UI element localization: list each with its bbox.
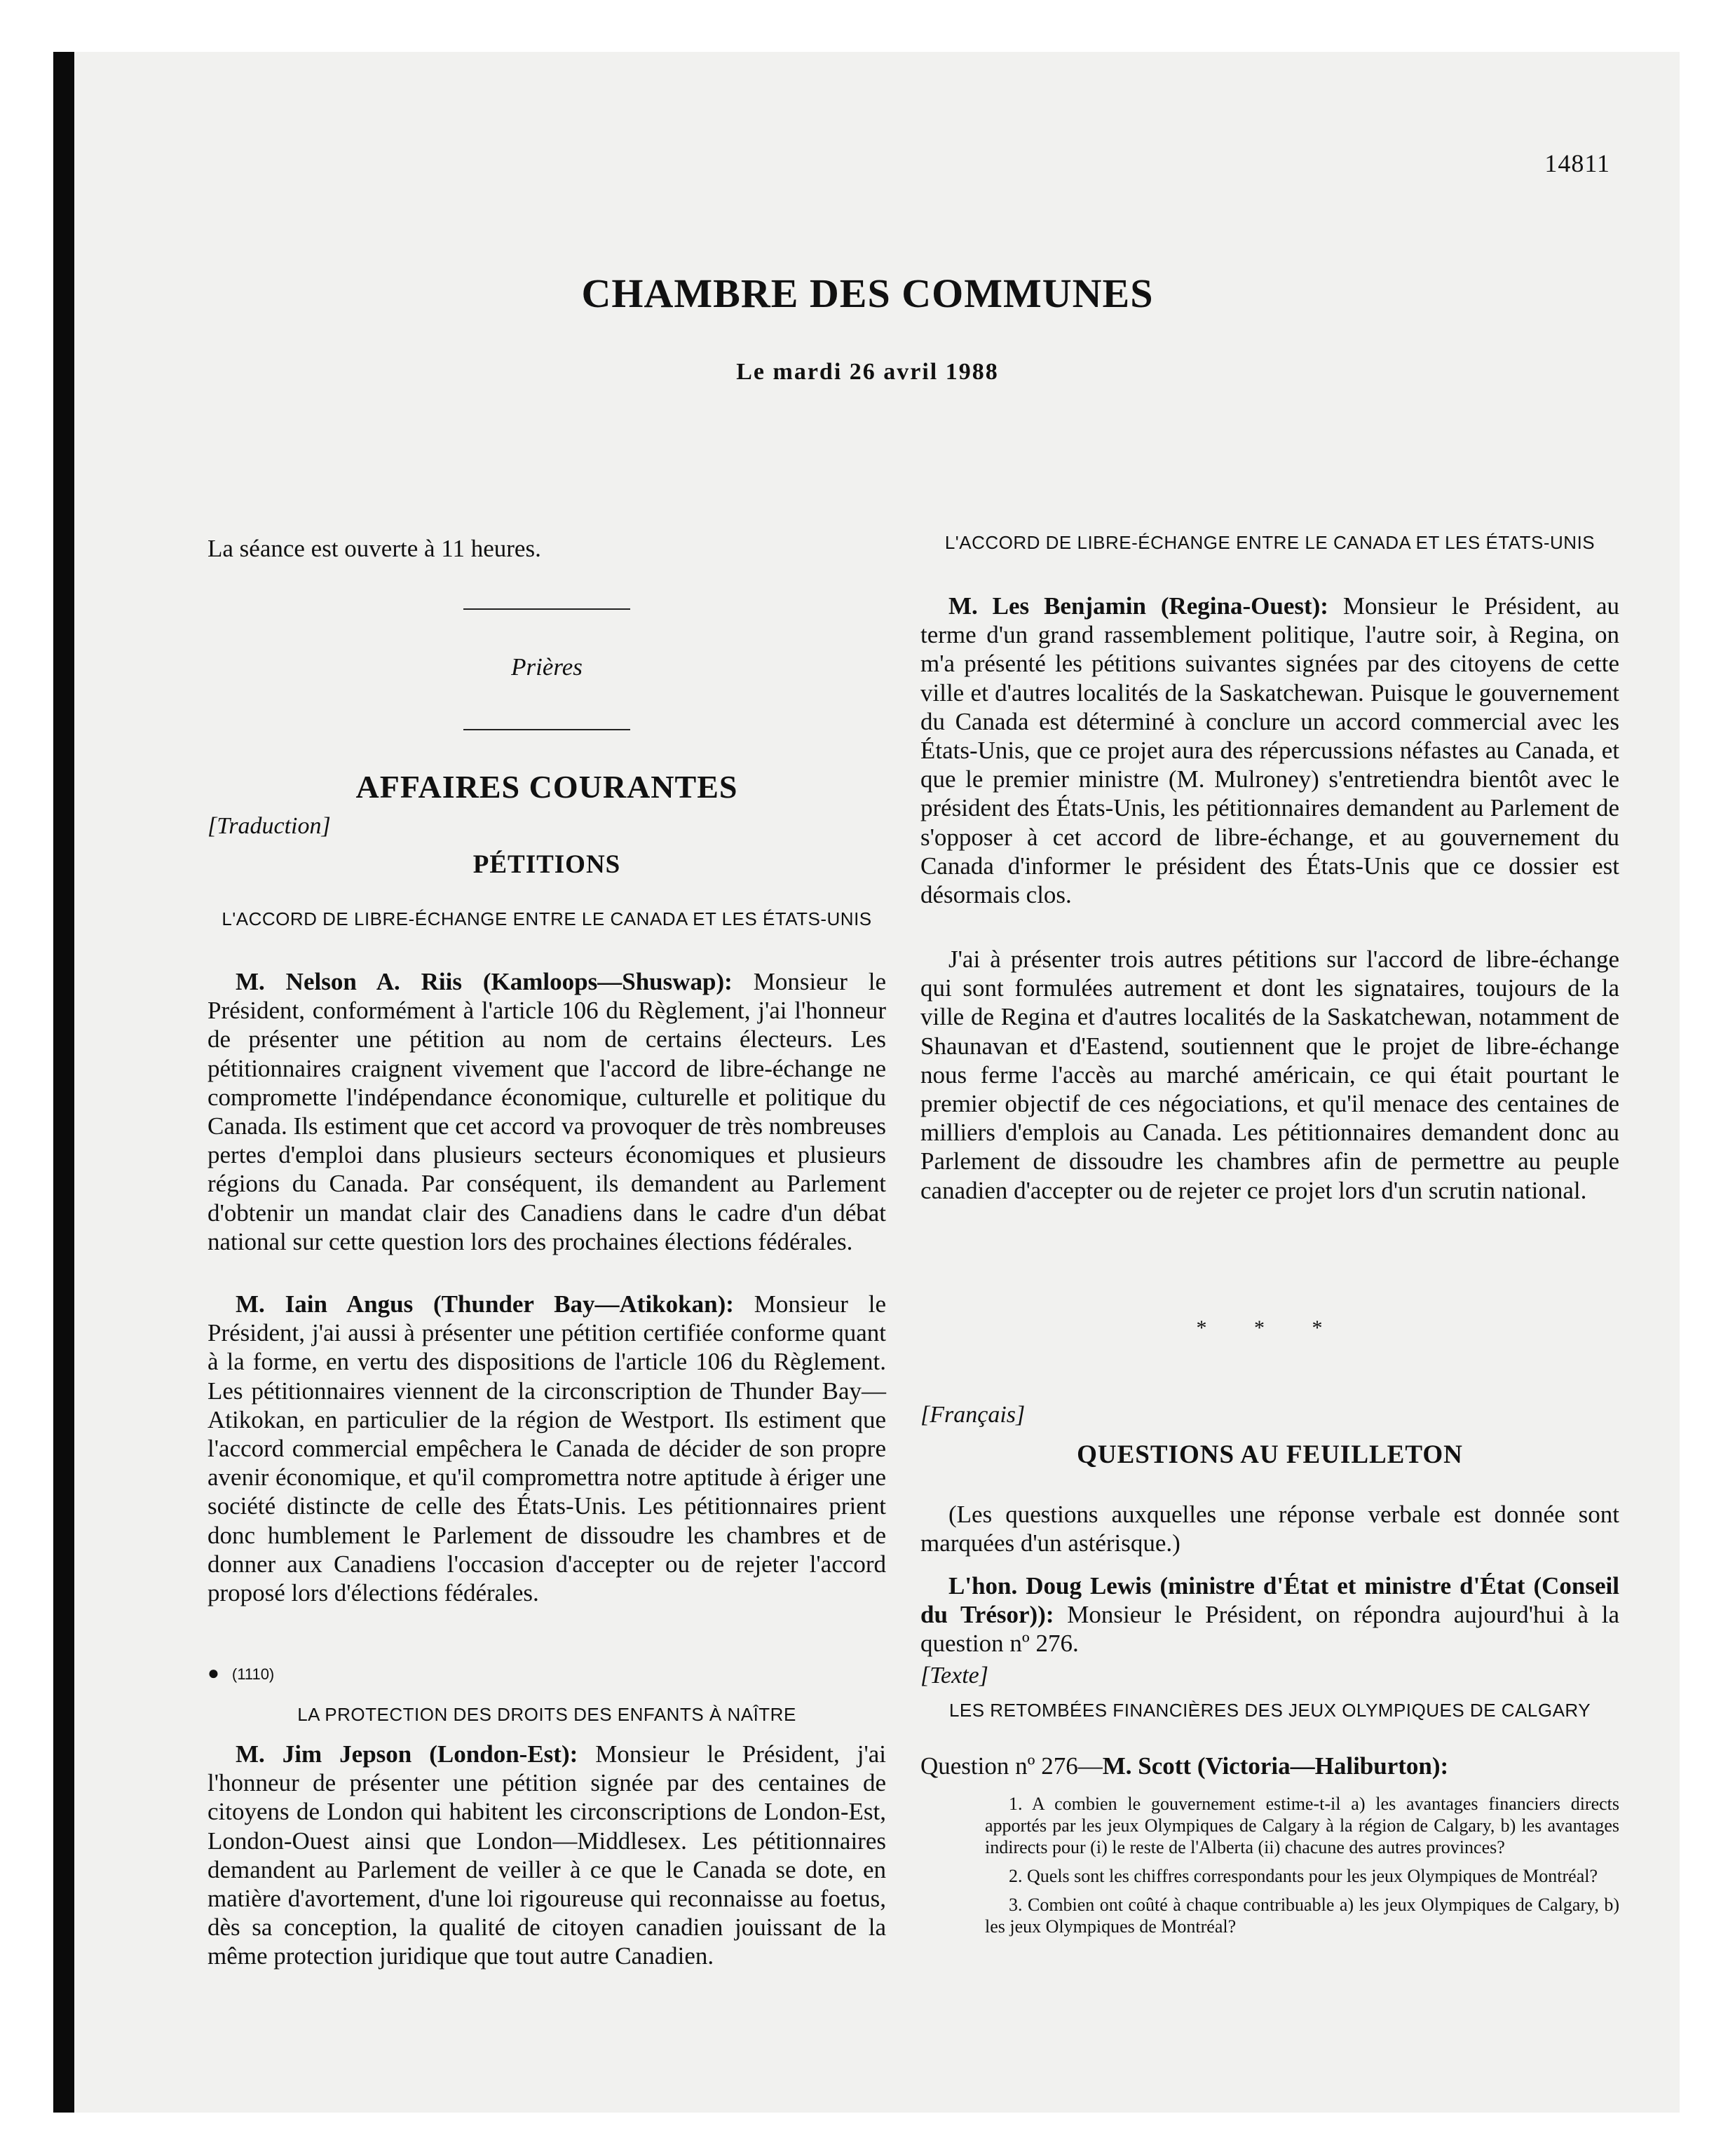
jepson-petition <box>207 1740 886 1971</box>
lewis-answer <box>920 1571 1619 1658</box>
french-note: [Français] <box>920 1402 1026 1428</box>
question-item-2: 2. Quels sont les chiffres correspondants pour les jeux Olympiques de Montréal? <box>1009 1866 1598 1886</box>
topic-free-trade: L'ACCORD DE LIBRE-ÉCHANGE ENTRE LE CANADA ET LES ÉTATS-UNIS <box>222 908 872 929</box>
speaker-name: L'hon. Doug Lewis (ministre d'État et ministre d'État (Conseil du Trésor)): <box>920 1572 1619 1629</box>
question-item-1: 1. A combien le gouvernement estime-t-il a) les avantages financiers directs apportés par les jeux Olympiques de Calgary à la région de Calgary, b) les avantages indirects pour (i) le reste de l'Alberta (ii) chacune des autres provinces? <box>985 1794 1619 1857</box>
divider-1 <box>207 608 886 610</box>
question-276-items <box>985 1793 1619 1937</box>
questions-title: QUESTIONS AU FEUILLETON <box>1077 1440 1463 1469</box>
question-item-3: 3. Combien ont coûté à chaque contribuable a) les jeux Olympiques de Calgary, b) les jeux Olympiques de Montréal? <box>985 1895 1619 1937</box>
speech-text: J'ai à présenter trois autres pétitions sur l'accord de libre-échange qui sont formulées autrement et dont les signataires, toujours de la ville de Regina et d'autres localités de la Saskatchewan, notamment de Shaunavan et d'Eastend, soutiennent que le projet de libre-échange nous ferme l'accès au marché américain, ce qui était pourtant le premier objectif de ces négociations, et qu'il menace des centaines de milliers d'emplois au Canada. Les pétitionnaires demandent donc au Parlement de dissoudre les chambres afin de permettre au peuple canadien d'accepter ou de rejeter ce projet lors d'un scrutin national. <box>920 946 1619 1204</box>
angus-petition <box>207 1290 886 1607</box>
opening-line: La séance est ouverte à 11 heures. <box>207 535 541 562</box>
section-title: AFFAIRES COURANTES <box>355 769 738 805</box>
speech-text: Monsieur le Président, j'ai aussi à présenter une pétition certifiée conforme quant à la forme, en vertu des dispositions de l'article 106 du Règlement. Les pétitionnaires viennent de la circonscription de Thunder Bay—Atikokan, en particulier de la région de Westport. Ils estiment que l'accord commercial empêchera le Canada de décider de son propre avenir économique, et qu'il compromettra notre aptitude à ériger une société distincte de celle des États-Unis. Les pétitionnaires prient donc humblement le Parlement de dissoudre les chambres et de donner aux Canadiens l'occasion d'accepter ou de rejeter l'accord proposé lors d'élections fédérales. <box>207 1290 887 1607</box>
petitions-title: PÉTITIONS <box>472 850 621 879</box>
prayers-label: Prières <box>511 653 583 681</box>
translation-note: [Traduction] <box>207 813 331 839</box>
bullet-icon: ● <box>207 1663 219 1684</box>
sitting-date: Le mardi 26 avril 1988 <box>736 359 999 385</box>
divider-2 <box>207 729 886 730</box>
topic-free-trade-right: L'ACCORD DE LIBRE-ÉCHANGE ENTRE LE CANADA ET LES ÉTATS-UNIS <box>944 532 1595 553</box>
speaker-name: M. Nelson A. Riis (Kamloops—Shuswap): <box>236 968 733 995</box>
riis-petition <box>207 967 886 1256</box>
speaker-name: M. Iain Angus (Thunder Bay—Atikokan): <box>236 1290 734 1318</box>
speaker-name: M. Les Benjamin (Regina-Ouest): <box>948 592 1328 620</box>
benjamin-petition-continued <box>920 945 1619 1205</box>
topic-unborn-rights: LA PROTECTION DES DROITS DES ENFANTS À NAÎTRE <box>297 1704 796 1725</box>
questions-intro: (Les questions auxquelles une réponse verbale est donnée sont marquées d'un astérisque.) <box>920 1501 1619 1557</box>
question-276-heading: Question nº 276—M. Scott (Victoria—Haliburton): <box>920 1752 1449 1780</box>
page-title: CHAMBRE DES COMMUNES <box>581 271 1154 316</box>
benjamin-petition <box>920 592 1619 909</box>
speech-text: Monsieur le Président, conformément à l'article 106 du Règlement, j'ai l'honneur de présenter une pétition au nom de certains électeurs. Les pétitionnaires craignent vivement que l'accord de libre-échange ne compromette l'indépendance économique, culturelle et politique du Canada. Ils estiment que cet accord va provoquer de très nombreuses pertes d'emploi dans plusieurs secteurs économiques et plusieurs régions du Canada. Par conséquent, ils demandent au Parlement d'obtenir un mandat clair des Canadiens dans le cadre d'un débat national sur cette question lors des prochaines élections fédérales. <box>207 968 887 1255</box>
speech-text: Monsieur le Président, j'ai l'honneur de présenter une pétition signée par des centaines de citoyens de London qui habitent les circonscriptions de London-Est, London-Ouest ainsi que London—Middlesex. Les pétitionnaires demandent au Parlement de veiller à ce que le Canada se dote, en matière d'avortement, d'une loi rigoureuse qui reconnaisse au foetus, dès sa conception, la qualité de citoyen canadien jouissant de la même protection juridique que tout autre Canadien. <box>207 1740 887 1970</box>
text-note: [Texte] <box>920 1663 988 1688</box>
page-number: 14811 <box>1544 149 1610 177</box>
topic-olympics: LES RETOMBÉES FINANCIÈRES DES JEUX OLYMPIQUES DE CALGARY <box>948 1700 1591 1721</box>
timestamp-marker: ● (1110) <box>207 1663 275 1684</box>
speech-text: Monsieur le Président, au terme d'un grand rassemblement politique, l'autre soir, à Regina, on m'a présenté les pétitions suivantes signées par des citoyens de cette ville et d'autres localités de la Saskatchewan. Puisque le gouvernement du Canada est déterminé à conclure un accord commercial avec les États-Unis, que ce projet aura des répercussions néfastes au Canada, et que le premier ministre (M. Mulroney) s'entretiendra bientôt avec le président des États-Unis, les pétitionnaires demandent au Parlement de s'opposer à cet accord de libre-échange, et au gouvernement du Canada d'informer le président des États-Unis que ce dossier est désormais clos. <box>920 592 1619 909</box>
section-separator: * * * <box>1196 1316 1344 1339</box>
speaker-name: M. Jim Jepson (London-Est): <box>236 1740 578 1768</box>
speech-text: Monsieur le Président, on répondra aujourd'hui à la question nº 276. <box>920 1601 1619 1658</box>
